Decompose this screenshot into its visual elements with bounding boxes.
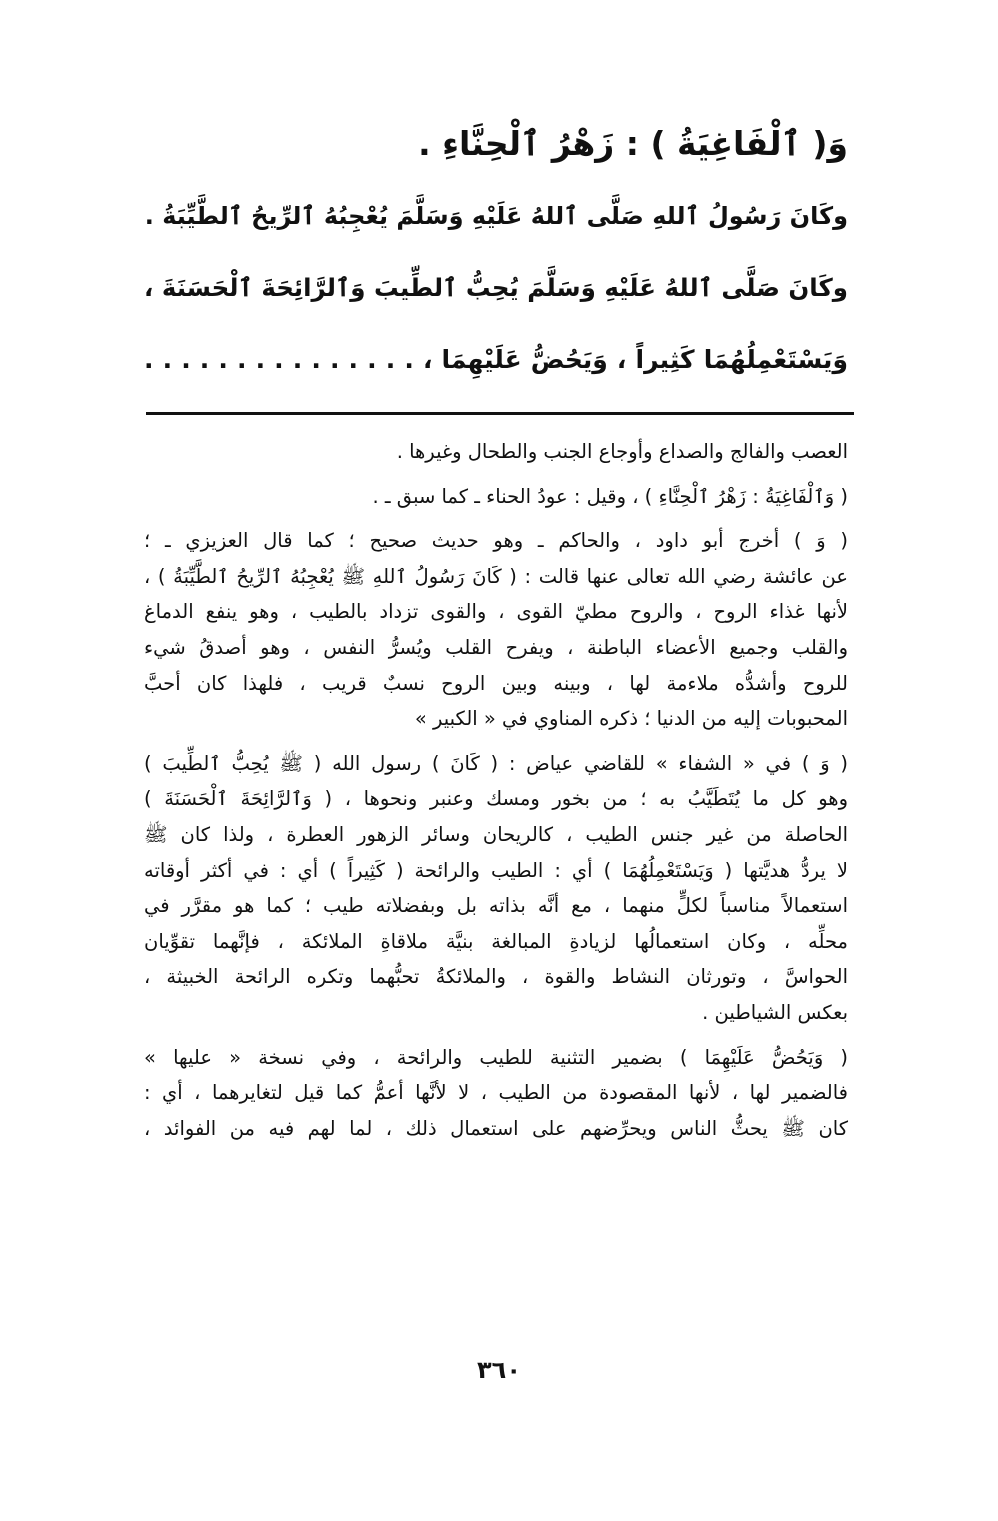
commentary-line: لا يردُّ هديَّتها ( وَيَسْتَعْمِلُهُمَا ) أي : الطيب والرائحة ( كَثِيراً ) أي : في أكثر أوقاته [144, 858, 848, 882]
main-text-line: وكَانَ رَسُولُ ٱللهِ صَلَّى ٱللهُ عَلَيْهِ وَسَلَّمَ يُعْجِبُهُ ٱلرِّيحُ ٱلطَّيِّبَةُ . [144, 202, 848, 230]
commentary-block [144, 434, 848, 1155]
commentary-line: محلِّه ، وكان استعمالُها لزيادةِ المبالغة بنيَّة ملاقاةِ الملائكة ، فإنَّهما تقوِّيان [144, 929, 848, 953]
page-number: ٣٦٠ [477, 1356, 521, 1384]
commentary-line: الحواسَّ ، وتورثان النشاط والقوة ، والملائكةُ تحبُّهما وتكره الرائحة الخبيثة ، [144, 965, 848, 989]
commentary-line: المحبوبات إليه من الدنيا ؛ ذكره المناوي في « الكبير » [414, 707, 848, 731]
commentary-line: للروح وأشدُّه ملاءمة لها ، وبينه وبين الروح نسبٌ قريب ، فلهذا كان أحبَّ [144, 671, 848, 695]
commentary-line: بعكس الشياطين . [702, 1000, 848, 1024]
commentary-line: استعمالاً مناسباً لكلٍّ منهما ، مع أنَّه بذاته بل وبفضلاته طيب ؛ كما هو مقرَّر في [144, 894, 848, 918]
main-text-line: وكَانَ صَلَّى ٱللهُ عَلَيْهِ وَسَلَّمَ يُحِبُّ ٱلطِّيبَ وَٱلرَّائِحَةَ ٱلْحَسَنَةَ ، [144, 273, 848, 302]
commentary-paragraph [144, 523, 848, 737]
main-text-line: وَيَسْتَعْمِلُهُمَا كَثِيراً ، وَيَحُضُّ عَلَيْهِمَا ، . . . . . . . . . . . . . . . [144, 345, 848, 374]
commentary-line: كان ﷺ يحثُّ الناس ويحرِّضهم على استعمال ذلك ، لما لهم فيه من الفوائد ، [144, 1116, 848, 1140]
commentary-paragraph [144, 1040, 848, 1147]
commentary-line: لأنها غذاء الروح ، والروح مطيّ القوى ، والقوى تزداد بالطيب ، وهو ينفع الدماغ [144, 600, 848, 624]
commentary-line: ( وَٱلْفَاغِيَةُ : زَهْرُ ٱلْحِنَّاءِ ) ، وقيل : عودُ الحناء ـ كما سبق ـ . [372, 484, 848, 508]
commentary-line: ( وَ ) في « الشفاء » للقاضي عياض : ( كَانَ ) رسول الله ( ﷺ يُحِبُّ ٱلطِّيبَ ) [144, 751, 848, 775]
commentary-line: وهو كل ما يُتَطَيَّبُ به ؛ من بخور ومسك وعنبر ونحوها ، ( وَٱلرَّائِحَةَ ٱلْحَسَنَةَ ) [144, 787, 848, 811]
commentary-paragraph [144, 434, 848, 470]
footnote-divider [146, 412, 854, 415]
commentary-line: الحاصلة من غير جنس الطيب ، كالريحان وسائر الزهور العطرة ، ولذا كان ﷺ [144, 822, 848, 846]
main-text-line: وَ( ٱلْفَاغِيَةُ ) : زَهْرُ ٱلْحِنَّاءِ . [418, 124, 848, 163]
commentary-line: العصب والفالج والصداع وأوجاع الجنب والطحال وغيرها . [396, 440, 848, 463]
commentary-line: ( وَيَحُضُّ عَلَيْهِمَا ) بضمير التثنية للطيب والرائحة ، وفي نسخة « عليها » [144, 1045, 848, 1069]
commentary-paragraph [144, 479, 848, 515]
commentary-line: والقلب وجميع الأعضاء الباطنة ، ويفرح القلب ويُسرُّ النفس ، وهو أصدقُ شيء [144, 635, 848, 659]
commentary-line: ( وَ ) أخرج أبو داود ، والحاكم ـ وهو حديث صحيح ؛ كما قال العزيزي ـ ؛ [144, 529, 848, 553]
main-text-block [144, 108, 848, 396]
commentary-line: فالضمير لها ، لأنها المقصودة من الطيب ، لا لأنَّها أعمُّ كما قيل لتغايرهما ، أي : [144, 1081, 848, 1105]
commentary-paragraph [144, 746, 848, 1031]
commentary-line: عن عائشة رضي الله تعالى عنها قالت : ( كَانَ رَسُولُ ٱللهِ ﷺ يُعْجِبُهُ ٱلرِّيحُ ٱلطَّيِّبَةُ ) ، [144, 564, 848, 588]
